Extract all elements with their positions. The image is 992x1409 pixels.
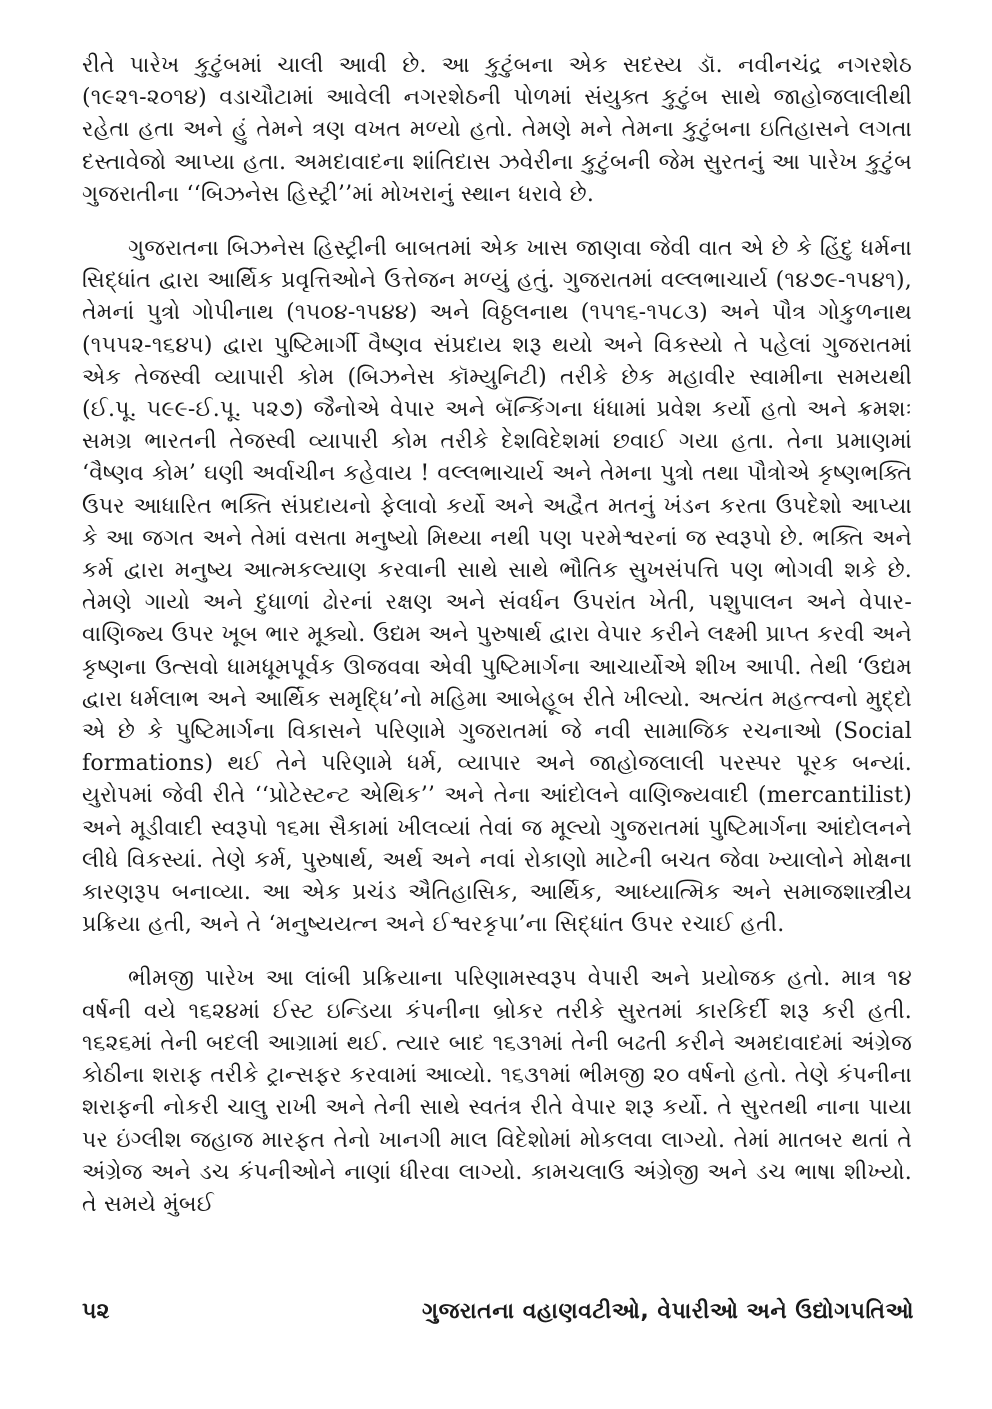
paragraph-continuation: રીતે પારેખ કુટુંબમાં ચાલી આવી છે. આ કુટુંબના એક સદસ્ય ડૉ. નવીનચંદ્ર નગરશેઠ (૧૯૨૧-૨૦૧૪) વડાચૌટામાં આવેલી નગરશેઠની પોળમાં સંયુક્ત કુટુંબ સાથે જાહોજલાલીથી રહેતા હતા અને હું તેમને ત્રણ વખત મળ્યો હતો. તેમણે મને તેમના કુટુંબના ઇતિહાસને લગતા દસ્તાવેજો આપ્યા હતા. અમદાવાદના શાંતિદાસ ઝવેરીના કુટુંબની જેમ સુરતનું આ પારેખ કુટુંબ ગુજરાતીના ‘‘બિઝનેસ હિસ્ટ્રી’’માં મોખરાનું સ્થાન ધરાવે છે. — [82, 53, 912, 207]
paragraph-bhimji-parekh: ભીમજી પારેખ આ લાંબી પ્રક્રિયાના પરિણામસ્વરૂપ વેપારી અને પ્રયોજક હતો. માત્ર ૧૪ વર્ષની વયે ૧૬૨૪માં ઈસ્ટ ઇન્ડિયા કંપનીના બ્રોકર તરીકે સુરતમાં કારકિર્દી શરૂ કરી હતી. ૧૬૨૬માં તેની બદલી આગ્રામાં થઈ. ત્યાર બાદ ૧૬૩૧માં તેની બઢતી કરીને અમદાવાદમાં અંગ્રેજ કોઠીના શરાફ તરીકે ટ્રાન્સફર કરવામાં આવ્યો. ૧૬૩૧માં ભીમજી ૨૦ વર્ષનો હતો. તેણે કંપનીના શરાફની નોકરી ચાલુ રાખી અને તેની સાથે સ્વતંત્ર રીતે વેપાર શરૂ કર્યો. તે સુરતથી નાના પાયા પર ઇંગ્લીશ જહાજ મારફત તેનો ખાનગી માલ વિદેશોમાં મોકલવા લાગ્યો. તેમાં માતબર થતાં તે અંગ્રેજ અને ડચ કંપનીઓને નાણાં ધીરવા લાગ્યો. કામચલાઉ અંગ્રેજી અને ડચ ભાષા શીખ્યો. તે સમયે મુંબઈ — [82, 966, 912, 1217]
page-number: ૫૨ — [82, 1298, 110, 1324]
page-footer — [82, 1296, 914, 1326]
running-title: ગુજરાતના વહાણવટીઓ, વેપારીઓ અને ઉદ્યોગપતિઓ — [422, 1298, 914, 1324]
paragraph-business-history: ગુજરાતના બિઝનેસ હિસ્ટ્રીની બાબતમાં એક ખાસ જાણવા જેવી વાત એ છે કે હિંદુ ધર્મના સિદ્ધાંત દ્વારા આર્થિક પ્રવૃત્તિઓને ઉત્તેજન મળ્યું હતું. ગુજરાતમાં વલ્લભાચાર્ય (૧૪૭૯-૧૫૪૧), તેમનાં પુત્રો ગોપીનાથ (૧૫૦૪-૧૫૪૪) અને વિઠ્ઠલનાથ (૧૫૧૬-૧૫૮૩) અને પૌત્ર ગોકુળનાથ (૧૫૫૨-૧૬૪૫) દ્વારા પુષ્ટિમાર્ગી વૈષ્ણવ સંપ્રદાય શરૂ થયો અને વિકસ્યો તે પહેલાં ગુજરાતમાં એક તેજસ્વી વ્યાપારી કોમ (બિઝનેસ કૉમ્યુનિટી) તરીકે છેક મહાવીર સ્વામીના સમયથી (ઈ.પૂ. ૫૯૯-ઈ.પૂ. ૫૨૭) જૈનોએ વેપાર અને બૅન્કિંગના ધંધામાં પ્રવેશ કર્યો હતો અને ક્રમશઃ સમગ્ર ભારતની તેજસ્વી વ્યાપારી કોમ તરીકે દેશવિદેશમાં છવાઈ ગયા હતા. તેના પ્રમાણમાં ‘વૈષ્ણવ કોમ’ ઘણી અર્વાચીન કહેવાય ! વલ્લભાચાર્ય અને તેમના પુત્રો તથા પૌત્રોએ કૃષ્ણભક્તિ ઉપર આધારિત ભક્તિ સંપ્રદાયનો ફેલાવો કર્યો અને અદ્વૈત મતનું ખંડન કરતા ઉપદેશો આપ્યા કે આ જગત અને તેમાં વસતા મનુષ્યો મિથ્યા નથી પણ પરમેશ્વરનાં જ સ્વરૂપો છે. ભક્તિ અને કર્મ દ્વારા મનુષ્ય આત્મકલ્યાણ કરવાની સાથે સાથે ભૌતિક સુખસંપત્તિ પણ ભોગવી શકે છે. તેમણે ગાયો અને દુધાળાં ઢોરનાં રક્ષણ અને સંવર્ધન ઉપરાંત ખેતી, પશુપાલન અને વેપાર-વાણિજ્ય ઉપર ખૂબ ભાર મૂક્યો. ઉદ્યમ અને પુરુષાર્થ દ્વારા વેપાર કરીને લક્ષ્મી પ્રાપ્ત કરવી અને કૃષ્ણના ઉત્સવો ધામધૂમપૂર્વક ઊજવવા એવી પુષ્ટિમાર્ગના આચાર્યોએ શીખ આપી. તેથી ‘ઉદ્યમ દ્વારા ધર્મલાભ અને આર્થિક સમૃદ્ધિ’નો મહિમા આબેહૂબ રીતે ખીલ્યો. અત્યંત મહત્ત્વનો મુદ્દો એ છે કે પુષ્ટિમાર્ગના વિકાસને પરિણામે ગુજરાતમાં જે નવી સામાજિક રચનાઓ (Social formations) થઈ તેને પરિણામે ધર્મ, વ્યાપાર અને જાહોજલાલી પરસ્પર પૂરક બન્યાં. યુરોપમાં જેવી રીતે ‘‘પ્રોટેસ્ટન્ટ એથિક’’ અને તેના આંદોલને વાણિજ્યવાદી (mercantilist) અને મૂડીવાદી સ્વરૂપો ૧૬મા સૈકામાં ખીલવ્યાં તેવાં જ મૂલ્યો ગુજરાતમાં પુષ્ટિમાર્ગના આંદોલનને લીધે વિકસ્યાં. તેણે કર્મ, પુરુષાર્થ, અર્થ અને નવાં રોકાણો માટેની બચત જેવા ખ્યાલોને મોક્ષના કારણરૂપ બનાવ્યા. આ એક પ્રચંડ ઐતિહાસિક, આર્થિક, આધ્યાત્મિક અને સમાજશાસ્ત્રીય પ્રક્રિયા હતી, અને તે ‘મનુષ્યયત્ન અને ઈશ્વરકૃપા’ના સિદ્ધાંત ઉપર રચાઈ હતી. — [82, 236, 912, 938]
page-body — [82, 50, 912, 1221]
